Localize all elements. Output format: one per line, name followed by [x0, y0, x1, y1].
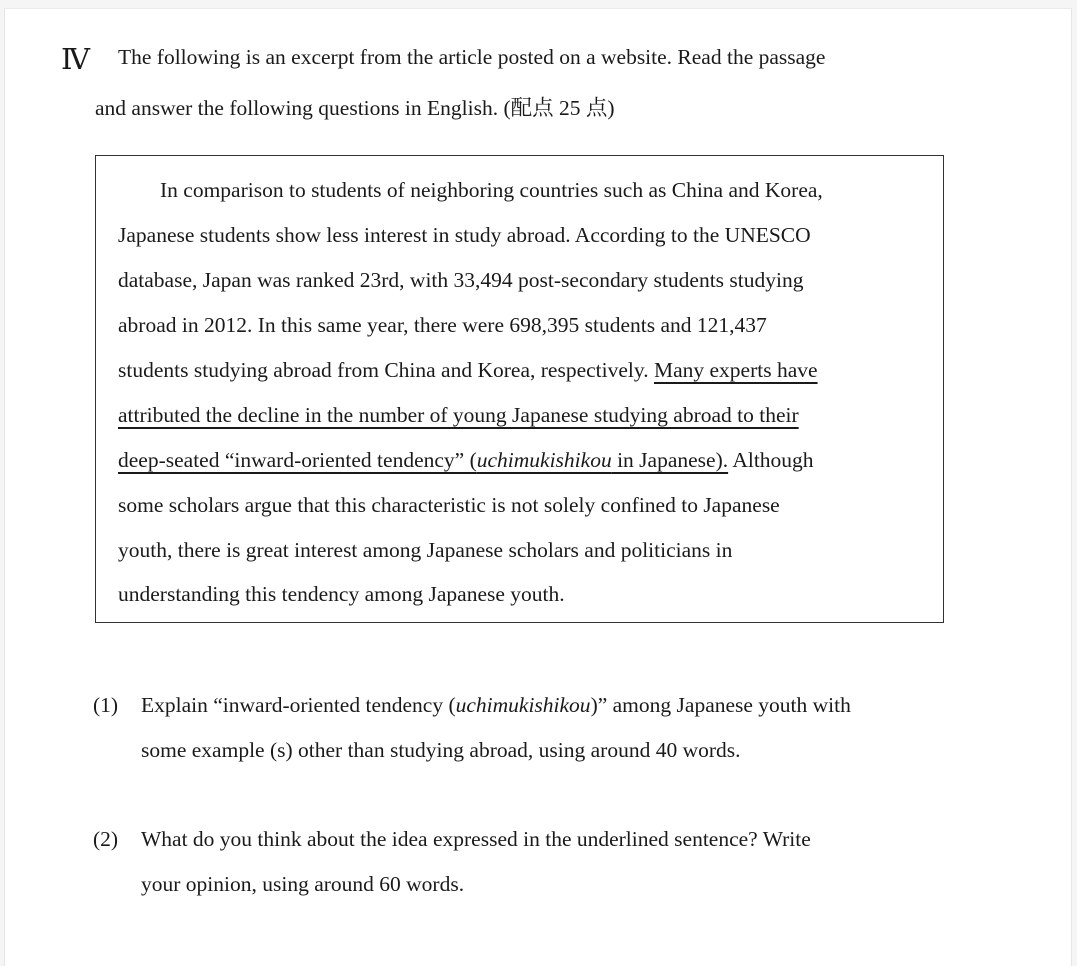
japanese-term: uchimukishikou — [476, 448, 612, 472]
underlined-sentence-middle: attributed the decline in the number of young Japanese studying abroad to their — [118, 403, 799, 427]
underlined-sentence-end — [118, 448, 728, 472]
question-1-number: (1) — [93, 693, 119, 717]
question-1-text-b: )” among Japanese youth with — [590, 693, 851, 717]
question-1-line-2: some example (s) other than studying abroad, using around 40 words. — [141, 738, 741, 762]
instruction-line-2: and answer the following questions in English. (配点 25 点) — [95, 96, 615, 120]
passage-line-7 — [118, 448, 814, 473]
passage-line-8: some scholars argue that this characteristic is not solely confined to Japanese — [118, 493, 780, 517]
passage-line-5 — [118, 358, 818, 383]
passage-line-3: database, Japan was ranked 23rd, with 33,494 post-secondary students studying — [118, 268, 804, 292]
passage-line-4: abroad in 2012. In this same year, there were 698,395 students and 121,437 — [118, 313, 767, 337]
passage-line-5-plain: students studying abroad from China and Korea, respectively. — [118, 358, 654, 382]
passage-line-2: Japanese students show less interest in study abroad. According to the UNESCO — [118, 223, 811, 247]
underlined-text-b: in Japanese). — [611, 448, 729, 472]
question-1-line-1 — [141, 693, 851, 718]
question-1-japanese-term: uchimukishikou — [455, 693, 591, 717]
passage-box — [95, 155, 944, 623]
question-2-line-2: your opinion, using around 60 words. — [141, 872, 465, 896]
instruction-line-1: The following is an excerpt from the article posted on a website. Read the passage — [118, 45, 826, 69]
passage-line-10: understanding this tendency among Japanese youth. — [118, 582, 565, 606]
question-1-text-a: Explain “inward-oriented tendency ( — [141, 693, 456, 717]
passage-line-7-plain: Although — [728, 448, 814, 472]
underlined-sentence-start: Many experts have — [653, 358, 818, 382]
passage-line-1: In comparison to students of neighboring countries such as China and Korea, — [160, 178, 823, 202]
section-number: Ⅳ — [61, 44, 89, 76]
passage-line-9: youth, there is great interest among Japanese scholars and politicians in — [118, 538, 733, 562]
question-2-number: (2) — [93, 827, 119, 851]
passage-line-6 — [118, 403, 799, 428]
underlined-text-a: deep-seated “inward-oriented tendency” ( — [118, 448, 477, 472]
question-2-line-1: What do you think about the idea expressed in the underlined sentence? Write — [141, 827, 811, 851]
exam-page — [4, 8, 1072, 966]
